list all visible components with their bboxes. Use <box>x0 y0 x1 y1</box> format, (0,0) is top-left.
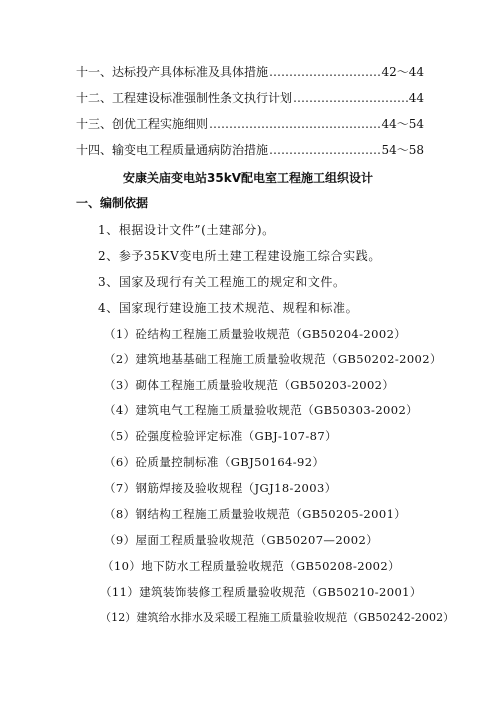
toc-entry-pages: 54～58 <box>381 143 424 157</box>
toc-entry-pages: 44 <box>408 91 424 105</box>
basis-item: 2、参予35KV变电所土建工程建设施工综合实践。 <box>98 249 381 263</box>
standard-list-item: （5）砼强度检验评定标准（GBJ-107-87） <box>104 429 338 443</box>
document-title: 安康关庙变电站35kV配电室工程施工组织设计 <box>123 171 373 185</box>
basis-item: 4、国家现行建设施工技术规范、规程和标准。 <box>98 301 359 315</box>
toc-leader-dots <box>209 116 380 132</box>
standard-list-item: （6）砼质量控制标准（GBJ50164-92） <box>104 455 325 469</box>
standard-list-item: （7）钢筋焊接及验收规程（JGJ18-2003） <box>104 481 337 495</box>
standard-list-item: （4）建筑电气工程施工质量验收规范（GB50303-2002） <box>104 403 419 417</box>
basis-item: 3、国家及现行有关工程施工的规定和文件。 <box>98 275 346 289</box>
standard-list-item: （10）地下防水工程质量验收规范（GB50208-2002） <box>102 559 401 573</box>
toc-entry-14 <box>76 142 424 158</box>
standard-list-item: （11）建筑装饰装修工程质量验收规范（GB50210-2001） <box>100 585 422 599</box>
toc-leader-dots <box>293 90 408 106</box>
toc-entry-pages: 42～44 <box>381 65 424 79</box>
basis-item: 1、根据设计文件”(土建部分)。 <box>98 223 275 237</box>
standard-list-item: （3）砌体工程施工质量验收规范（GB50203-2002） <box>104 378 395 392</box>
toc-entry-title: 十三、创优工程实施细则 <box>76 117 209 131</box>
standard-list-item: （2）建筑地基基础工程施工质量验收规范（GB50202-2002） <box>104 352 442 366</box>
section-heading: 一、编制依据 <box>76 196 149 210</box>
standard-list-item: （9）屋面工程质量验收规范（GB50207—2002） <box>104 533 379 547</box>
toc-entry-13 <box>76 116 424 132</box>
toc-entry-title: 十二、工程建设标准强制性条文执行计划 <box>76 91 293 105</box>
toc-entry-title: 十一、达标投产具体标准及具体措施 <box>76 65 269 79</box>
toc-leader-dots <box>269 64 380 80</box>
standard-list-item: （1）砼结构工程施工质量验收规范（GB50204-2002） <box>104 327 407 341</box>
toc-entry-title: 十四、输变电工程质量通病防治措施 <box>76 143 269 157</box>
toc-entry-12 <box>76 90 424 106</box>
toc-leader-dots <box>269 142 380 158</box>
toc-entry-11 <box>76 64 424 80</box>
toc-entry-pages: 44～54 <box>381 117 424 131</box>
standard-list-item: （12）建筑给水排水及采暖工程施工质量验收规范（GB50242-2002） <box>100 611 455 624</box>
standard-list-item: （8）钢结构工程施工质量验收规范（GB50205-2001） <box>104 507 407 521</box>
